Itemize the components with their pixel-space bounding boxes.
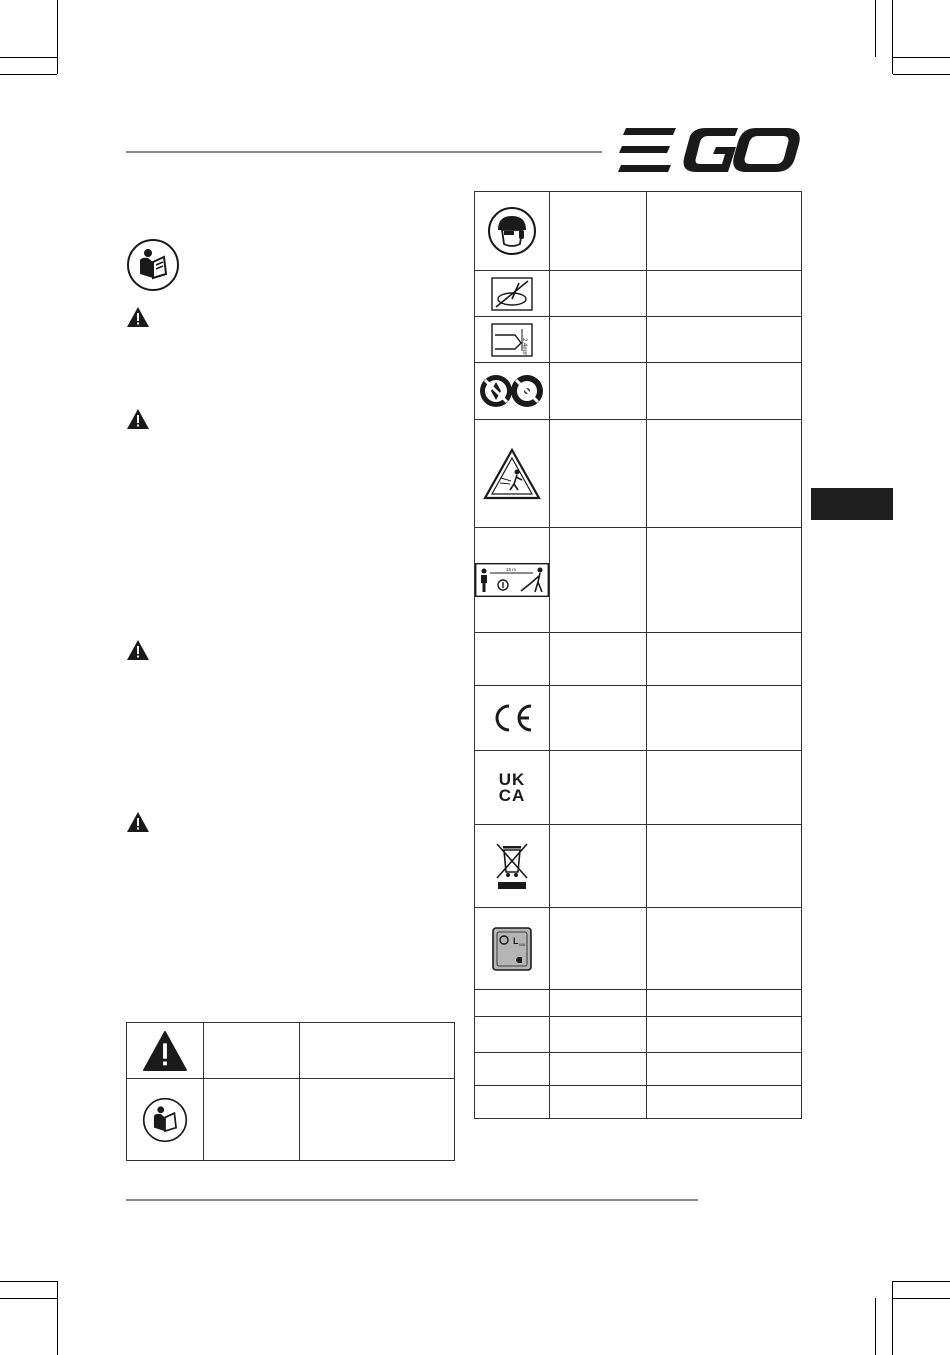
table-cell-term (550, 751, 647, 825)
weee-crossed-bin-icon (494, 840, 530, 892)
table-cell-icon (475, 990, 550, 1017)
table-cell-term (550, 908, 647, 990)
table-row (475, 633, 802, 686)
table-cell-description (647, 1086, 802, 1119)
table-cell-description (300, 1023, 455, 1079)
table-cell-description (647, 192, 802, 271)
footer-rule (126, 1199, 698, 1201)
table-cell-term (550, 1017, 647, 1053)
table-row (475, 1017, 802, 1053)
table-row (475, 271, 802, 317)
table-cell-icon (475, 1053, 550, 1086)
table-cell-term (204, 1079, 300, 1161)
crop-mark-top-right-h2 (893, 74, 950, 75)
right-symbol-table (474, 191, 802, 1119)
table-row (475, 751, 802, 825)
table-cell-icon (475, 908, 550, 990)
sound-power-level-icon (492, 927, 532, 971)
crop-mark-top-left-h (0, 57, 57, 58)
ukca-bottom-text: CA (498, 785, 526, 805)
table-cell-icon (475, 633, 550, 686)
table-row (127, 1023, 455, 1079)
crop-mark-bottom-right-h2 (893, 1298, 950, 1299)
table-row (475, 1086, 802, 1119)
crop-mark-top-right-v (875, 0, 876, 57)
table-cell-description (647, 686, 802, 751)
table-cell-description (647, 908, 802, 990)
table-cell-description (647, 751, 802, 825)
table-cell-description (647, 317, 802, 363)
table-cell-term (550, 633, 647, 686)
table-cell-term (550, 825, 647, 908)
table-row (475, 528, 802, 633)
table-row (475, 825, 802, 908)
table-cell-icon (475, 363, 550, 420)
table-cell-description (647, 363, 802, 420)
table-cell-icon (475, 1086, 550, 1119)
table-cell-icon (475, 751, 550, 825)
table-cell-icon (475, 686, 550, 751)
crop-mark-bottom-right-v (875, 1298, 876, 1355)
table-cell-description (647, 528, 802, 633)
svg-text:L: L (513, 935, 519, 946)
svg-text:WA: WA (519, 941, 526, 947)
table-cell-term (550, 363, 647, 420)
ukca-top-text: UK (498, 769, 526, 789)
crop-mark-bottom-left-h (0, 1281, 57, 1282)
table-cell-description (647, 633, 802, 686)
table-row (475, 420, 802, 528)
warning-icon (126, 639, 150, 661)
table-cell-description (300, 1079, 455, 1161)
crop-mark-bottom-right-v2 (892, 1281, 893, 1355)
table-cell-description (647, 825, 802, 908)
table-row (475, 908, 802, 990)
table-cell-term (550, 686, 647, 751)
crop-mark-top-right-h (893, 57, 950, 58)
table-cell-term (550, 271, 647, 317)
table-row (475, 990, 802, 1017)
ukca-mark-icon (475, 769, 549, 805)
table-cell-icon (475, 271, 550, 317)
table-row (475, 192, 802, 271)
table-cell-icon (475, 1017, 550, 1053)
crop-mark-top-right-v2 (892, 0, 893, 74)
table-cell-icon (127, 1023, 204, 1079)
read-manual-icon (142, 1097, 188, 1143)
thrown-objects-warning-icon (483, 448, 541, 500)
line-diameter-2mm-icon (491, 323, 533, 357)
svg-text:2,4mm: 2,4mm (521, 337, 527, 356)
warning-icon (126, 408, 150, 430)
table-cell-description (647, 990, 802, 1017)
ego-logo (618, 128, 800, 172)
table-cell-term (550, 420, 647, 528)
table-cell-term (550, 1053, 647, 1086)
header-rule (126, 151, 602, 153)
table-row (475, 1053, 802, 1086)
bystander-distance-15m-icon (475, 563, 549, 597)
warning-icon (126, 811, 150, 833)
crop-mark-bottom-left-v (57, 1281, 58, 1355)
helmet-eye-ear-protection-icon (487, 206, 537, 256)
crop-mark-top-left-h2 (0, 74, 57, 75)
table-cell-icon (475, 528, 550, 633)
read-manual-icon (126, 238, 180, 292)
table-cell-term (550, 317, 647, 363)
table-cell-icon (475, 420, 550, 528)
crop-mark-top-left-v (57, 0, 58, 74)
no-metal-blade-icon (491, 277, 533, 311)
table-cell-icon (475, 825, 550, 908)
table-cell-term (550, 990, 647, 1017)
crop-mark-bottom-left-h2 (0, 1298, 57, 1299)
table-row (475, 363, 802, 420)
table-cell-term (550, 1086, 647, 1119)
table-row (127, 1079, 455, 1161)
table-cell-icon (475, 317, 550, 363)
table-cell-description (647, 1053, 802, 1086)
table-row (475, 686, 802, 751)
language-tab (811, 488, 893, 520)
table-cell-term (550, 192, 647, 271)
table-cell-term (204, 1023, 300, 1079)
table-cell-description (647, 420, 802, 528)
table-row (475, 317, 802, 363)
warning-icon (126, 306, 150, 328)
warning-triangle-icon (141, 1030, 189, 1072)
table-cell-icon (475, 192, 550, 271)
table-cell-icon (127, 1079, 204, 1161)
ce-mark-icon (490, 703, 534, 733)
table-cell-term (550, 528, 647, 633)
no-saw-blade-icon (479, 373, 545, 409)
svg-text:15 m: 15 m (506, 567, 517, 572)
table-cell-description (647, 271, 802, 317)
table-cell-description (647, 1017, 802, 1053)
left-symbol-table (126, 1022, 455, 1161)
crop-mark-bottom-right-h (893, 1281, 950, 1282)
